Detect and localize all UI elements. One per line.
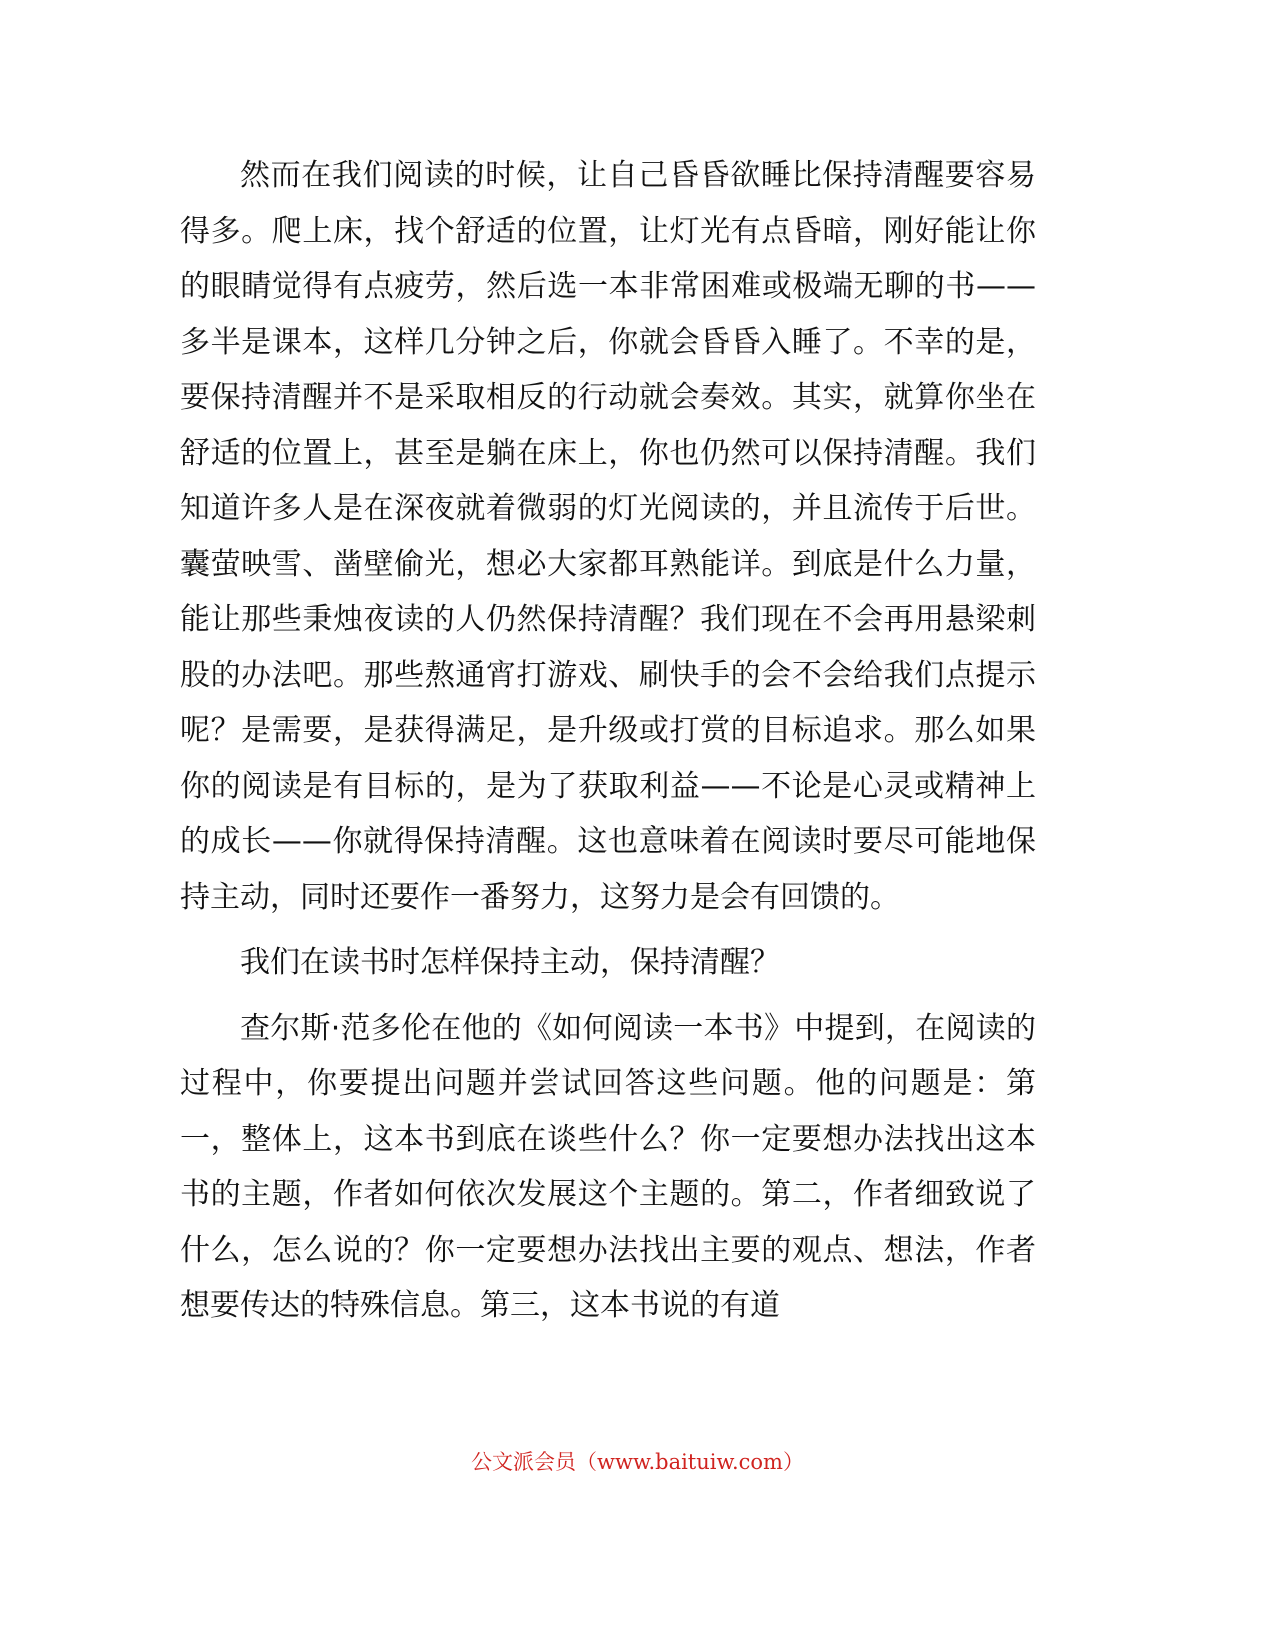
document-body bbox=[180, 148, 1036, 1344]
paragraph-3: 查尔斯·范多伦在他的《如何阅读一本书》中提到，在阅读的过程中，你要提出问题并尝试回答这些问题。他的问题是：第一，整体上，这本书到底在谈些什么？你一定要想办法找出这本书的主题，作者如何依次发展这个主题的。第二，作者细致说了什么，怎么说的？你一定要想办法找出主要的观点、想法，作者想要传达的特殊信息。第三，这本书说的有道 bbox=[180, 1010, 1036, 1323]
paragraph-1: 然而在我们阅读的时候，让自己昏昏欲睡比保持清醒要容易得多。爬上床，找个舒适的位置，让灯光有点昏暗，刚好能让你的眼睛觉得有点疲劳，然后选一本非常困难或极端无聊的书——多半是课本，这样几分钟之后，你就会昏昏入睡了。不幸的是，要保持清醒并不是采取相反的行动就会奏效。其实，就算你坐在舒适的位置上，甚至是躺在床上，你也仍然可以保持清醒。我们知道许多人是在深夜就着微弱的灯光阅读的，并且流传于后世。囊萤映雪、凿壁偷光，想必大家都耳熟能详。到底是什么力量，能让那些秉烛夜读的人仍然保持清醒？我们现在不会再用悬梁刺股的办法吧。那些熬通宵打游戏、刷快手的会不会给我们点提示呢？是需要，是获得满足，是升级或打赏的目标追求。那么如果你的阅读是有目标的，是为了获取利益——不论是心灵或精神上的成长——你就得保持清醒。这也意味着在阅读时要尽可能地保持主动，同时还要作一番努力，这努力是会有回馈的。 bbox=[180, 158, 1036, 915]
paragraph-2: 我们在读书时怎样保持主动，保持清醒？ bbox=[240, 945, 780, 980]
footer-watermark: 公文派会员（www.baituiw.com） bbox=[471, 1450, 804, 1474]
